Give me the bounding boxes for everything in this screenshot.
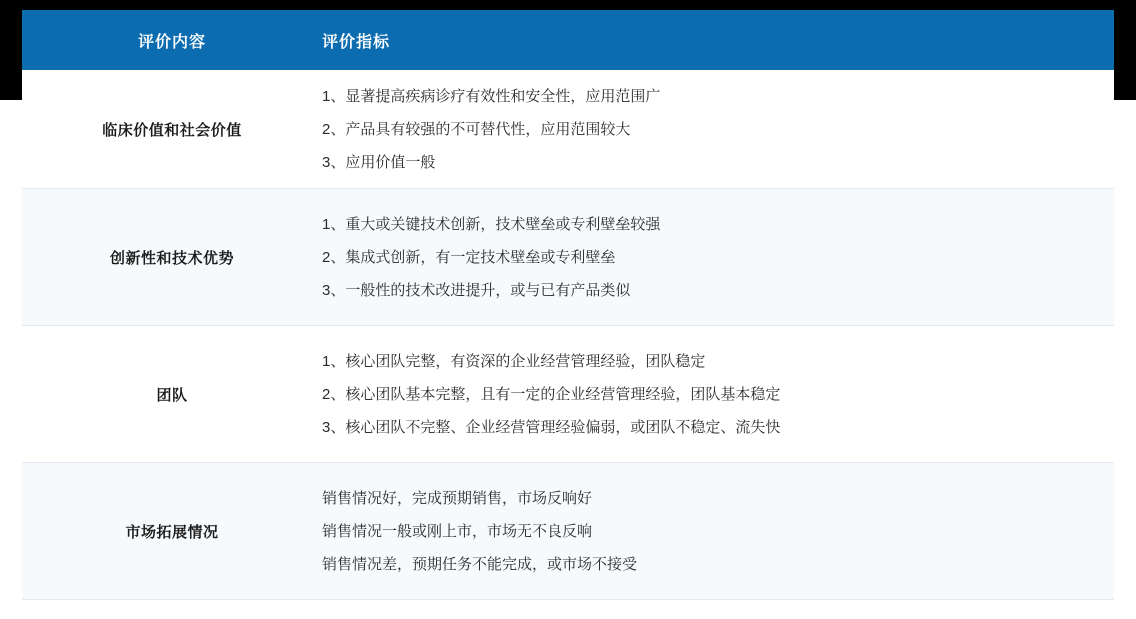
criteria-name-cell: 市场拓展情况: [22, 463, 322, 600]
list-item: 2、集成式创新，有一定技术壁垒或专利壁垒: [322, 248, 616, 266]
list-item: 2、核心团队基本完整，且有一定的企业经营管理经验，团队基本稳定: [322, 385, 781, 403]
table-header-row: [22, 10, 1114, 70]
criteria-name-cell: 临床价值和社会价值: [22, 70, 322, 189]
header-cell-content: 评价内容: [22, 10, 322, 70]
list-item: 1、核心团队完整，有资深的企业经营管理经验，团队稳定: [322, 352, 706, 370]
list-item: 销售情况好，完成预期销售，市场反响好: [322, 489, 593, 507]
criteria-name-cell: 团队: [22, 326, 322, 463]
list-item: 3、一般性的技术改进提升，或与已有产品类似: [322, 281, 631, 299]
criteria-item-list: [322, 482, 1114, 581]
list-item: 销售情况差，预期任务不能完成，或市场不接受: [322, 555, 638, 573]
header-cell-metric: 评价指标: [322, 10, 1114, 70]
list-item: 2、产品具有较强的不可替代性，应用范围较大: [322, 120, 631, 138]
list-item: 1、重大或关键技术创新，技术壁垒或专利壁垒较强: [322, 215, 661, 233]
table-header: [22, 10, 1114, 70]
list-item: 3、核心团队不完整、企业经营管理经验偏弱，或团队不稳定、流失快: [322, 418, 781, 436]
table-row: [22, 463, 1114, 600]
table-row: [22, 70, 1114, 189]
list-item: 1、显著提高疾病诊疗有效性和安全性，应用范围广: [322, 87, 661, 105]
evaluation-table-container: [22, 10, 1114, 600]
list-item: 销售情况一般或刚上市，市场无不良反响: [322, 522, 593, 540]
evaluation-criteria-table: [22, 10, 1114, 600]
criteria-items-cell: [322, 189, 1114, 326]
criteria-name-cell: 创新性和技术优势: [22, 189, 322, 326]
table-row: [22, 189, 1114, 326]
list-item: 3、应用价值一般: [322, 153, 436, 171]
criteria-items-cell: [322, 70, 1114, 189]
criteria-item-list: [322, 80, 1114, 179]
table-row: [22, 326, 1114, 463]
criteria-items-cell: [322, 326, 1114, 463]
criteria-item-list: [322, 208, 1114, 307]
criteria-item-list: [322, 345, 1114, 444]
table-body: [22, 70, 1114, 600]
criteria-items-cell: [322, 463, 1114, 600]
